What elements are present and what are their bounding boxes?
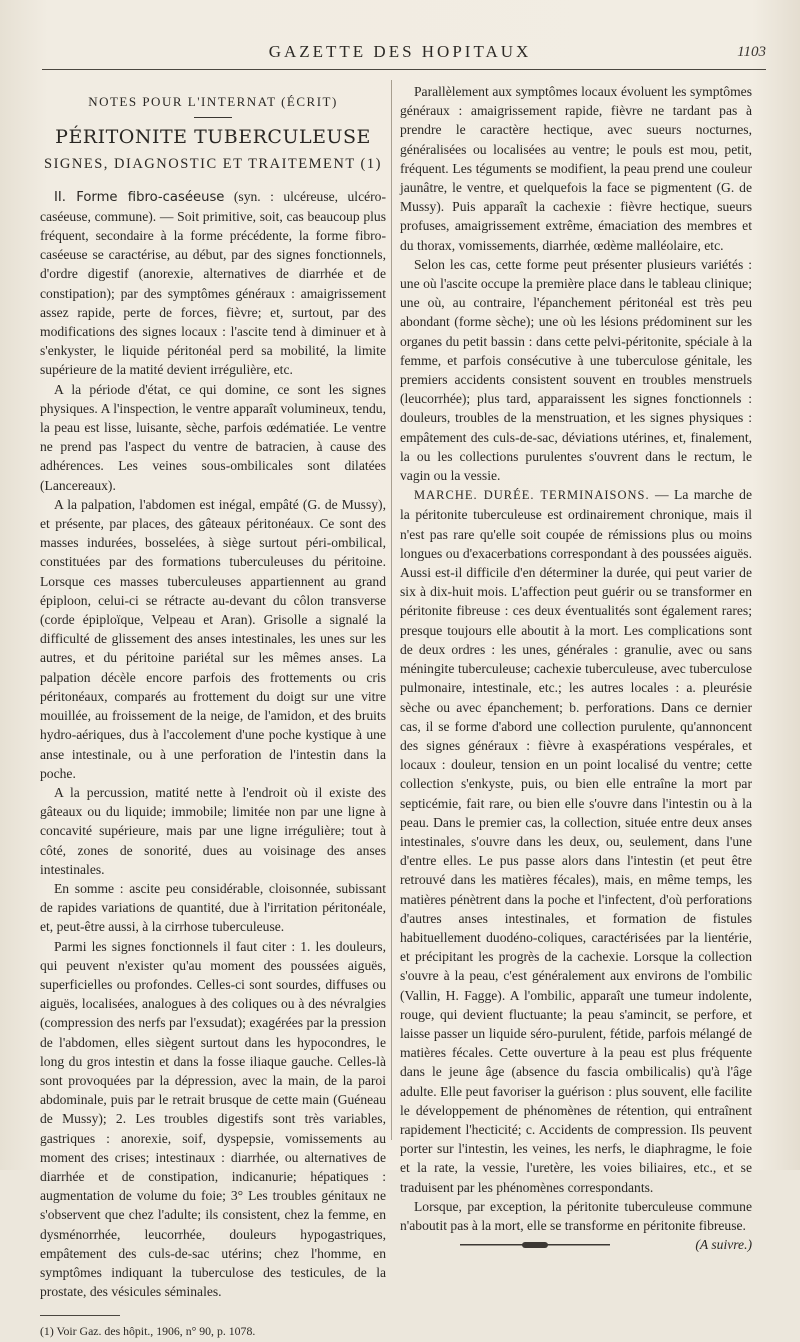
paragraph: Lorsque, par exception, la péritonite tuberculeuse commune n'aboutit pas à la mort, elle se transforme en péritonite fibreuse. [400, 1198, 752, 1233]
header-rule [42, 69, 766, 70]
paragraph: Parallèlement aux symptômes locaux évoluent les symptômes généraux : amaigrissement rapide, fièvre ne tardant pas à prendre le caractère hectique, avec sueurs nocturnes, généralisées ou localisées au ventre; le pouls est mou, petit, fréquent. Les téguments se modifient, la peau prend une couleur jaunâtre, le ventre, et quelquefois la face se pigmentent (G. de Mussy). Puis apparaît la cachexie : fièvre hectique, sueurs profuses, amaigrissement extrême, émaciation des membres et du thorax, vomissements, diarrhée, œdème malléolaire, etc. [400, 84, 752, 253]
end-line [400, 1235, 752, 1254]
article-title: PÉRITONITE TUBERCULEUSE [55, 126, 371, 149]
paragraph [40, 187, 386, 380]
column-divider [391, 80, 392, 1140]
paragraph-text: — La marche de la péritonite tuberculeuse est ordinairement chronique, mais il n'est pas rare qu'elle soit coupée de rémissions plus ou moins longues ou d'exacerbations correspondant à des poussées aiguës. Aussi est-il difficile d'en déterminer la durée, qui peut varier de six à dix-huit mois. L'affection peut guérir ou se transformer en péritonite fibreuse : ces deux éventualités sont également rares; presque toujours elle aboutit à la mort. Les complications sont de deux ordres : les unes, générales : granulie, avec ou sans méningite tuberculeuse; cachexie tuberculeuse, avec tuberculose pulmonaire, intestinale, etc.; les autres locales : a. pleurésie sèche ou avec épanchement; b. perforations. Dans ce dernier cas, il se forme d'abord une collection purulente, qu'annoncent des signes généraux : fièvre à exaspérations vespérales, et locaux : douleur, tension en un point localisé du ventre; cette collection s'enkyste, puis, ou bien elle entraîne la mort par septicémie, fait rare, ou bien elle s'ouvre dans l'intestin ou à la peau. Dans le premier cas, la collection, située entre deux anses intestinales, s'ouvre dans les deux, ou, seulement, dans l'une d'entre elles. Le pus passe alors dans l'intestin (et peut être retrouvé dans les matières fécales), mais, en même temps, les matières pénètrent dans la poche et l'infectent, d'où perforations d'autres anses intestinales, et formation de fistules habituellement duodéno-coliques, caractérisées par la lientérie, et précipitant les progrès de la cachexie. Lorsque la collection s'ouvre à la peau, c'est généralement aux environs de l'ombilic (Vallin, H. Fagge). A l'ombilic, apparaît une tumeur indolente, rouge, qui devient fluctuante; la peau s'amincit, se perfore, et laisse passer un liquide séro-purulent, fétide, parfois mélangé de matières fécales. Cette ouverture à la peau est plus fréquente dans le jeune âge (absence du fascia ombilicalis) qu'à l'âge adulte. Elle peut favoriser la guérison : plus souvent, elle facilite le développement de phénomènes de rétention, qui entraînent rapidement l'hecticité; c. Accidents de compression. Ils peuvent porter sur l'intestin, les veines, les nerfs, le diaphragme, le foie et la rate, la vessie, l'uretère, les voies biliaires, etc., et se traduisent par les phénomènes correspondants. [400, 487, 752, 1195]
footnote-rule [40, 1315, 120, 1316]
heading-rule [194, 117, 232, 118]
end-ornament [460, 1242, 610, 1248]
continuation-note: (A suivre.) [695, 1237, 752, 1253]
running-title: GAZETTE DES HOPITAUX [268, 42, 532, 61]
paragraph: Selon les cas, cette forme peut présenter plusieurs variétés : une où l'ascite occupe la première place dans le tableau clinique; une où, au contraire, l'épanchement péritonéal est très peu abondant (forme sèche); une où les lésions prédominent sur les organes du petit bassin : dans cette pelvi-péritonite, spéciale à la femme, et parfois consécutive à une tuberculose génitale, les premiers accidents consistent souvent en troubles menstruels (leucorrhée); plus tard, apparaissent les signes fonctionnels : douleurs, troubles de la menstruation, et les signes physiques : empâtement des culs-de-sac, déviations utérines, et, finalement, la ou les collections purulentes s'ouvrent dans le rectum, le vagin ou la vessie. [400, 256, 752, 484]
paragraph-lead: II. Forme fibro-caséeuse [54, 189, 225, 205]
paragraph [400, 485, 752, 1197]
article-subtitle: SIGNES, DIAGNOSTIC ET TRAITEMENT (1) [44, 156, 382, 173]
paragraph: En somme : ascite peu considérable, cloisonnée, subissant de rapides variations de quantité, due à l'irritation péritonéale, et, peut-être aussi, à la cirrhose tuberculeuse. [40, 880, 386, 935]
footnote: (1) Voir Gaz. des hôpit., 1906, n° 90, p. 1078. [40, 1324, 256, 1339]
paragraph-text: (syn. : ulcéreuse, ulcéro-caséeuse, commune). — Soit primitive, soit, cas beaucoup plus fréquent, secondaire à la forme précédente, la forme fibro-caséeuse se caractérise, au début, par des signes fonctionnels, d'ordre digestif (anorexie, alternatives de diarrhée et de constipation); par des symptômes généraux : amaigrissement assez rapide, perte de forces, fièvre; et, surtout, par des modifications des signes locaux : l'ascite tend à diminuer et à s'enkyster, le liquide péritonéal perd sa mobilité, la limite supérieure de la matité devient irrégulière, etc. [40, 188, 386, 378]
section-lead: MARCHE. DURÉE. TERMINAISONS. [414, 488, 650, 503]
paragraph: A la période d'état, ce qui domine, ce sont les signes physiques. A l'inspection, le ventre apparaît volumineux, tendu, la peau est lisse, luisante, sèche, parfois œdématiée. Le ventre ne prend pas l'aspect du ventre de batracien, à cause des adhérences. Les veines sous-ombilicales sont dilatées (Lancereaux). [40, 381, 386, 493]
left-column [40, 82, 386, 1342]
paragraph: Parmi les signes fonctionnels il faut citer : 1. les douleurs, qui peuvent n'exister qu'au moment des poussées aiguës, superficielles ou profondes. Celles-ci sont sourdes, diffuses ou aiguës, localisées, analogues à des coliques ou à des névralgies (compression des nerfs par l'exsudat); exagérées par la pression de l'abdomen, elles siègent surtout dans les hypocondres, le long du gros intestin et dans la fosse iliaque gauche. Celles-là sont provoquées par la dépression, avec la main, de la paroi abdominale, puis par le retrait brusque de cette main (Guéneau de Mussy); 2. Les troubles digestifs sont très variables, gastriques : anorexie, soif, dyspepsie, vomissements au moment des crises; intestinaux : diarrhée, ou alternatives de diarrhée et de constipation, indicanurie; hépatiques : augmentation de volume du foie; 3° Les troubles génitaux ne s'observent que chez l'adulte; ils consistent, chez la femme, en dysménorrhée, leucorrhée, douleurs hypogastriques, empâtement des culs-de-sac utérins; chez l'homme, en symptômes indiquant la tuberculose des testicules, de la prostate, des vésicules séminales. [40, 938, 386, 1300]
section-heading: NOTES POUR L'INTERNAT (ÉCRIT) [88, 94, 338, 109]
paragraph: A la palpation, l'abdomen est inégal, empâté (G. de Mussy), et présente, par places, des gâteaux péritonéaux. Ce sont des masses indurées, bosselées, à siège surtout péri-ombilical, constituées par des formations tuberculeuses du péritoine. Lorsque ces masses tuberculeuses appartiennent au grand épiploon, celui-ci se rétracte au-devant du côlon transverse (corde épiploïque, Velpeau et Aran). Grisolle a signalé la difficulté de glissement des anses intestinales, les unes sur les autres, et du péritoine pariétal sur les mêmes anses. La palpation décèle encore parfois des frottements ou cris péritonéaux, comparés au frottement du doigt sur une vitre mouillée, au froissement de la neige, de l'amidon, et des bruits hydro-aériques, dus à l'accolement d'une poche kystique à une anse intestinale, ou à une perforation de l'intestin dans la poche. [40, 496, 386, 781]
page-number: 1103 [737, 44, 766, 60]
paragraph: A la percussion, matité nette à l'endroit où il existe des gâteaux ou du liquide; immobile; limitée non par une ligne à concavité supérieure, mais par une ligne irrégulière; tout à côté, zones de sonorité, dues au voisinage des anses intestinales. [40, 784, 386, 877]
right-column [400, 82, 752, 1254]
